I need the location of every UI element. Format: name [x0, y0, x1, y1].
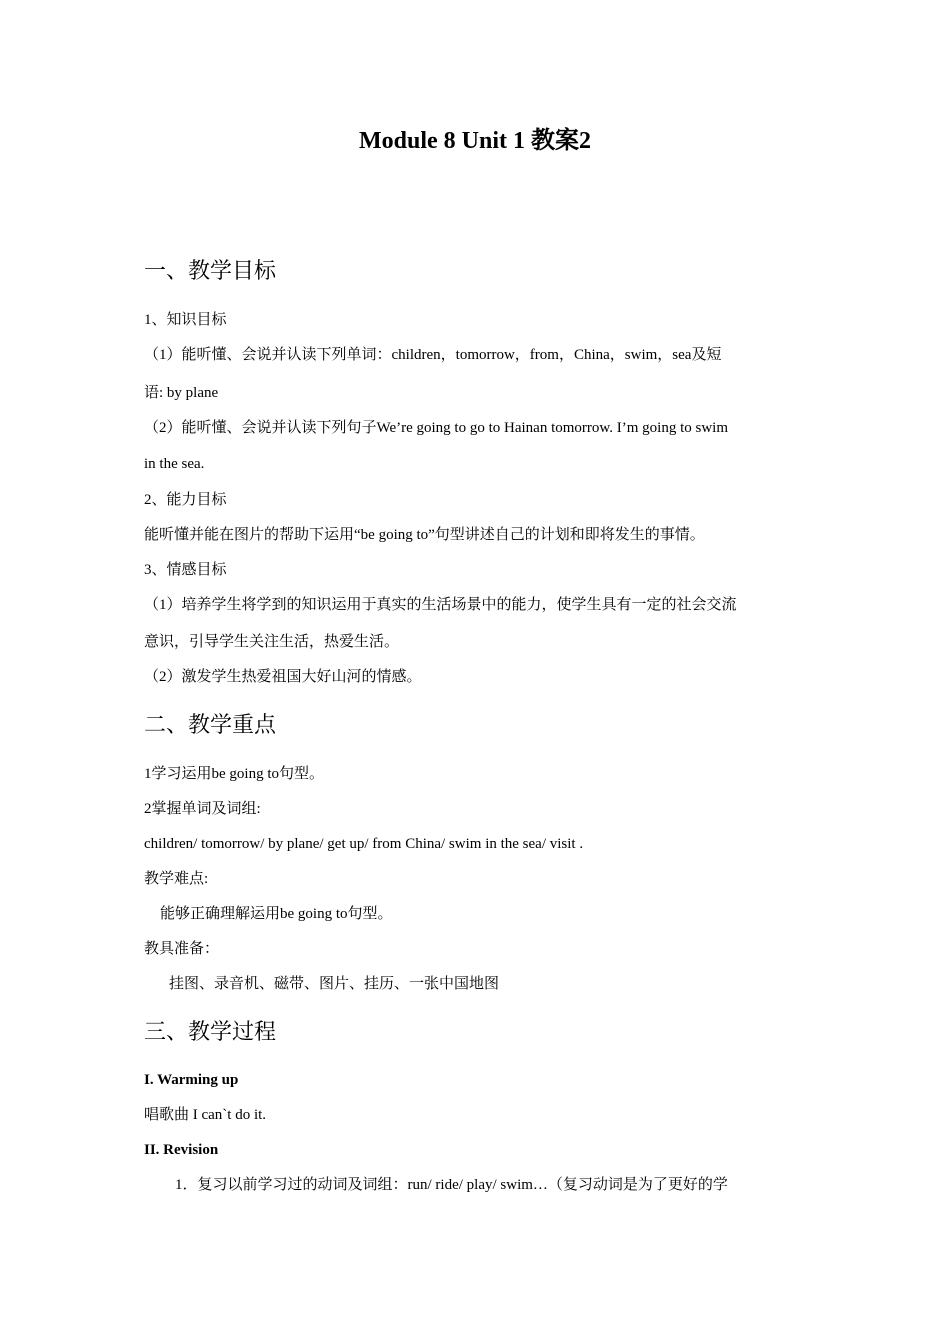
emotion-item-1-line-1: （1）培养学生将学到的知识运用于真实的生活场景中的能力，使学生具有一定的社会交流 [144, 597, 737, 613]
subheading-difficulty: 教学难点: [144, 871, 209, 887]
subheading-warmup: I. Warming up [144, 1072, 239, 1088]
knowledge-item-2-line-1: （2）能听懂、会说并认读下列句子We’re going to go to Hainan tomorrow. I’m going to swim [144, 420, 729, 436]
difficulty-text: 能够正确理解运用be going to句型。 [160, 906, 393, 922]
subheading-knowledge: 1、知识目标 [144, 312, 227, 328]
vocab-list: children/ tomorrow/ by plane/ get up/ from China/ swim in the sea/ visit . [144, 836, 584, 852]
emotion-item-2: （2）激发学生热爱祖国大好山河的情感。 [144, 669, 422, 685]
subheading-emotion: 3、情感目标 [144, 562, 227, 578]
ability-text: 能听懂并能在图片的帮助下运用“be going to”句型讲述自己的计划和即将发生的事情。 [144, 527, 705, 543]
subheading-revision: II. Revision [144, 1142, 219, 1158]
section-heading-goals: 一、教学目标 [144, 258, 277, 283]
emotion-item-1-line-2: 意识，引导学生关注生活，热爱生活。 [144, 634, 400, 650]
key-point-2: 2掌握单词及词组: [144, 801, 261, 817]
revision-item-1: 1．复习以前学习过的动词及词组：run/ ride/ play/ swim…（复习动词是为了更好的学 [175, 1177, 728, 1193]
knowledge-item-2-line-2: in the sea. [144, 456, 205, 472]
subheading-ability: 2、能力目标 [144, 492, 227, 508]
knowledge-item-1-line-1: （1）能听懂、会说并认读下列单词：children，tomorrow，from，China，swim，sea及短 [144, 347, 722, 363]
key-point-1: 1学习运用be going to句型。 [144, 766, 324, 782]
tools-text: 挂图、录音机、磁带、图片、挂历、一张中国地图 [169, 976, 500, 992]
knowledge-item-1-line-2: 语: by plane [144, 385, 219, 401]
section-heading-process: 三、教学过程 [144, 1019, 277, 1044]
warmup-text: 唱歌曲 I can`t do it. [144, 1107, 267, 1123]
section-heading-key-points: 二、教学重点 [144, 712, 277, 737]
subheading-tools: 教具准备： [144, 941, 220, 957]
document-title: Module 8 Unit 1 教案2 [358, 128, 591, 154]
